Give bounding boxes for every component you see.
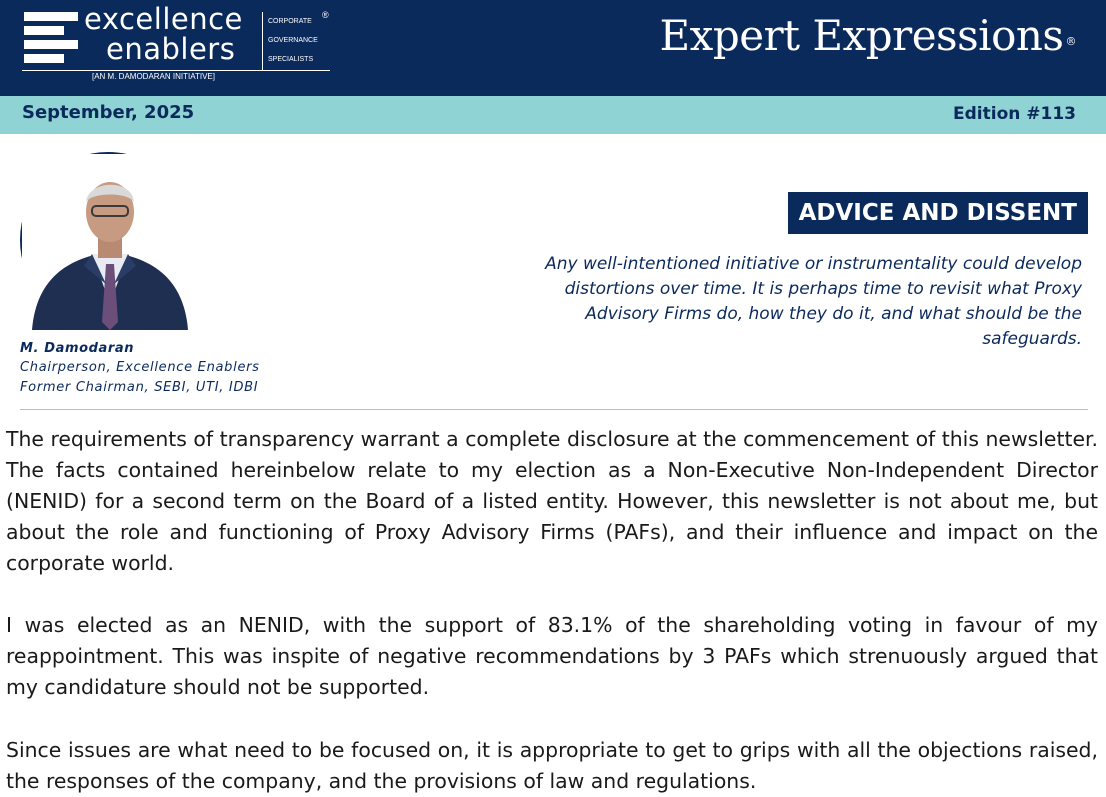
- edition-number: Edition #113: [953, 104, 1076, 124]
- logo-tagline-line: GOVERNANCE: [268, 37, 318, 44]
- author-portrait-image: [22, 154, 198, 330]
- author-title-current: Chairperson, Excellence Enablers: [20, 360, 260, 375]
- logo-tagline: [268, 12, 318, 69]
- article-paragraph: I was elected as an NENID, with the support of 83.1% of the shareholding voting in favour of my reappointment. This was inspite of negative recommendations by 3 PAFs which strenuously argued that my candidature should not be supported.: [6, 613, 1098, 699]
- logo-initiative: [AN M. DAMODARAN INITIATIVE]: [92, 72, 215, 81]
- logo-tagline-line: SPECIALISTS: [268, 56, 314, 63]
- divider: [20, 409, 1088, 410]
- article-paragraph: The requirements of transparency warrant a complete disclosure at the commencement of this newsletter. The facts contained hereinbelow relate to my election as a Non-Executive Non-Independent Director (NENID) for a second term on the Board of a listed entity. However, this newsletter is not about me, but about the role and functioning of Proxy Advisory Firms (PAFs), and their influence and impact on the corporate world.: [6, 427, 1098, 575]
- author-name: M. Damodaran: [20, 341, 135, 356]
- logo-word-excellence: excellence: [84, 2, 243, 36]
- logo-rule: [22, 70, 330, 71]
- date-band: [0, 96, 1106, 134]
- newsletter-header: [0, 0, 1106, 96]
- logo-bars-icon: [24, 12, 78, 62]
- section-lede: Any well-intentioned initiative or instrumentality could develop distortions over time. It is perhaps time to revisit what Proxy Advisory Firms do, how they do it, and what should be the safeguards.: [545, 254, 1082, 349]
- section-tag: ADVICE AND DISSENT: [788, 192, 1088, 234]
- issue-date: September, 2025: [22, 102, 195, 123]
- logo-registered-mark: ®: [322, 10, 329, 20]
- logo-tagline-line: CORPORATE: [268, 18, 312, 25]
- excellence-enablers-logo: [22, 2, 332, 86]
- logo-word-enablers: enablers: [106, 32, 236, 66]
- logo-divider: [262, 12, 263, 70]
- brand-registered-mark: ®: [1065, 35, 1076, 48]
- author-title-former: Former Chairman, SEBI, UTI, IDBI: [20, 380, 259, 395]
- newsletter-brand: [660, 12, 1077, 60]
- article-paragraph: Since issues are what need to be focused on, it is appropriate to get to grips with all the objections raised, the responses of the company, and the provisions of law and regulations.: [6, 738, 1098, 793]
- author-portrait: [20, 152, 196, 328]
- brand-title: Expert Expressions: [659, 11, 1064, 60]
